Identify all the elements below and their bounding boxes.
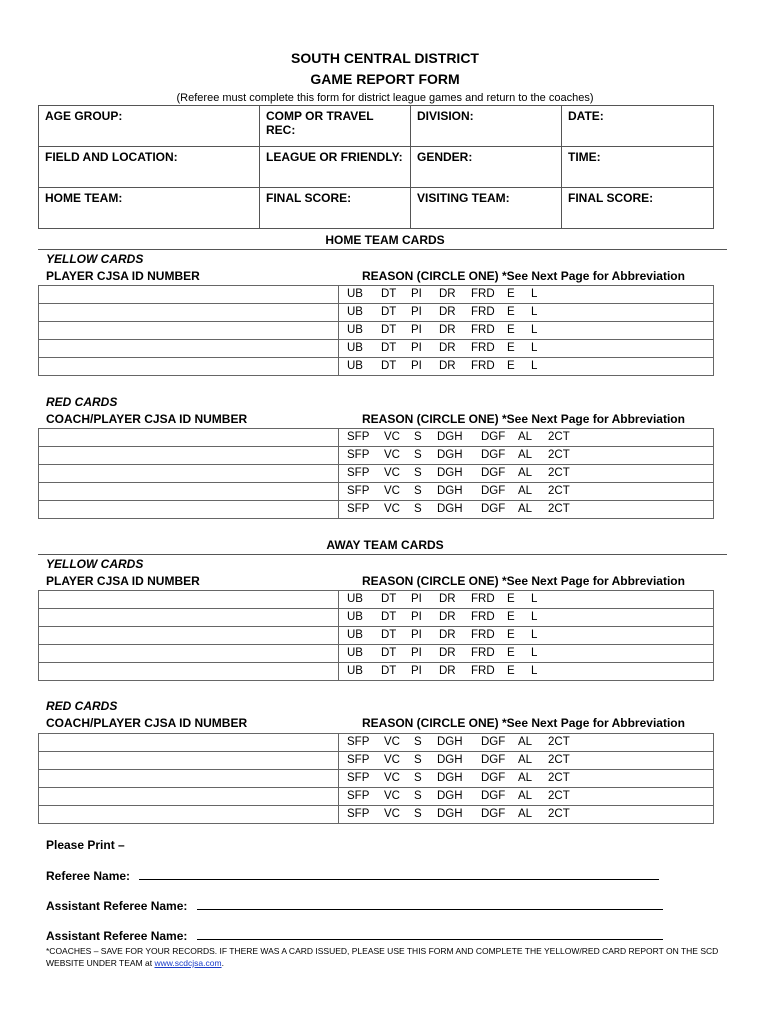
id-number-cell[interactable] [39, 770, 339, 788]
card-row [39, 806, 714, 824]
visiting-final-score-field[interactable]: FINAL SCORE: [562, 188, 714, 229]
assistant-referee-row-2 [46, 928, 663, 943]
reason-code-s[interactable]: S [414, 449, 422, 461]
reason-code-dt[interactable]: DT [381, 306, 397, 318]
reason-code-2ct[interactable]: 2CT [548, 485, 570, 497]
reason-codes-cell [339, 340, 714, 358]
reason-code-frd[interactable]: FRD [471, 342, 495, 354]
please-print-label: Please Print – [46, 838, 125, 852]
league-friendly-field[interactable]: LEAGUE OR FRIENDLY: [260, 147, 411, 188]
reason-codes-cell [339, 322, 714, 340]
reason-code-l[interactable]: L [531, 665, 538, 677]
reason-code-l[interactable]: L [531, 593, 538, 605]
away-yellow-table [38, 590, 714, 681]
card-row [39, 609, 714, 627]
reason-code-e[interactable]: E [507, 593, 515, 605]
reason-code-al[interactable]: AL [518, 449, 533, 461]
reason-code-l[interactable]: L [531, 629, 538, 641]
home-red-cards-label: RED CARDS [46, 395, 118, 409]
home-final-score-field[interactable]: FINAL SCORE: [260, 188, 411, 229]
reason-code-dt[interactable]: DT [381, 665, 397, 677]
reason-code-s[interactable]: S [414, 754, 422, 766]
card-row [39, 465, 714, 483]
id-number-cell[interactable] [39, 663, 339, 681]
home-red-id-label: COACH/PLAYER CJSA ID NUMBER [46, 412, 248, 426]
card-row [39, 591, 714, 609]
reason-code-pi[interactable]: PI [411, 306, 422, 318]
reason-code-sfp[interactable]: SFP [347, 449, 370, 461]
card-row [39, 788, 714, 806]
reason-code-al[interactable]: AL [518, 467, 533, 479]
id-number-cell[interactable] [39, 286, 339, 304]
reason-code-s[interactable]: S [414, 485, 422, 497]
reason-code-e[interactable]: E [507, 306, 515, 318]
reason-code-l[interactable]: L [531, 342, 538, 354]
id-number-cell[interactable] [39, 483, 339, 501]
reason-code-frd[interactable]: FRD [471, 647, 495, 659]
id-number-cell[interactable] [39, 465, 339, 483]
reason-codes-cell [339, 627, 714, 645]
footnote-end: . [221, 958, 224, 968]
reason-codes-cell [339, 286, 714, 304]
card-row [39, 358, 714, 376]
id-number-cell[interactable] [39, 429, 339, 447]
reason-code-dr[interactable]: DR [439, 593, 456, 605]
reason-code-pi[interactable]: PI [411, 288, 422, 300]
reason-code-sfp[interactable]: SFP [347, 772, 370, 784]
reason-code-dr[interactable]: DR [439, 324, 456, 336]
reason-code-frd[interactable]: FRD [471, 306, 495, 318]
reason-code-s[interactable]: S [414, 808, 422, 820]
reason-code-frd[interactable]: FRD [471, 665, 495, 677]
reason-code-2ct[interactable]: 2CT [548, 808, 570, 820]
home-yellow-cards-label: YELLOW CARDS [46, 252, 144, 266]
reason-code-frd[interactable]: FRD [471, 593, 495, 605]
id-number-cell[interactable] [39, 734, 339, 752]
reason-code-dgh[interactable]: DGH [437, 790, 463, 802]
card-row [39, 752, 714, 770]
id-number-cell[interactable] [39, 340, 339, 358]
reason-code-dgf[interactable]: DGF [481, 772, 506, 784]
reason-codes-cell [339, 752, 714, 770]
reason-code-sfp[interactable]: SFP [347, 736, 370, 748]
reason-codes-cell [339, 734, 714, 752]
reason-code-vc[interactable]: VC [384, 808, 400, 820]
reason-code-pi[interactable]: PI [411, 360, 422, 372]
reason-code-dr[interactable]: DR [439, 360, 456, 372]
reason-code-2ct[interactable]: 2CT [548, 754, 570, 766]
reason-codes-cell [339, 358, 714, 376]
reason-code-e[interactable]: E [507, 611, 515, 623]
section-divider [38, 249, 727, 250]
reason-code-s[interactable]: S [414, 503, 422, 515]
reason-code-dt[interactable]: DT [381, 629, 397, 641]
away-yellow-id-label: PLAYER CJSA ID NUMBER [46, 574, 200, 588]
reason-codes-cell [339, 806, 714, 824]
division-field[interactable]: DIVISION: [411, 106, 562, 147]
reason-code-dt[interactable]: DT [381, 324, 397, 336]
reason-code-s[interactable]: S [414, 772, 422, 784]
reason-code-ub[interactable]: UB [347, 288, 363, 300]
reason-code-dgf[interactable]: DGF [481, 485, 506, 497]
reason-code-dgh[interactable]: DGH [437, 485, 463, 497]
reason-code-dgf[interactable]: DGF [481, 467, 506, 479]
reason-code-dt[interactable]: DT [381, 342, 397, 354]
reason-code-frd[interactable]: FRD [471, 611, 495, 623]
away-team-cards-title: AWAY TEAM CARDS [326, 538, 444, 552]
referee-name-line[interactable] [139, 868, 659, 880]
reason-code-2ct[interactable]: 2CT [548, 790, 570, 802]
reason-codes-cell [339, 429, 714, 447]
reason-code-sfp[interactable]: SFP [347, 808, 370, 820]
id-number-cell[interactable] [39, 806, 339, 824]
section-divider [38, 554, 727, 555]
reason-code-ub[interactable]: UB [347, 306, 363, 318]
reason-codes-cell [339, 645, 714, 663]
id-number-cell[interactable] [39, 645, 339, 663]
reason-code-dt[interactable]: DT [381, 288, 397, 300]
reason-codes-cell [339, 663, 714, 681]
reason-code-pi[interactable]: PI [411, 611, 422, 623]
form-title-line1: SOUTH CENTRAL DISTRICT [291, 50, 479, 66]
card-row [39, 340, 714, 358]
website-link[interactable]: www.scdcjsa.com [154, 958, 222, 968]
reason-code-e[interactable]: E [507, 647, 515, 659]
home-team-field[interactable]: HOME TEAM: [39, 188, 260, 229]
home-yellow-table [38, 285, 714, 376]
card-row [39, 734, 714, 752]
reason-code-pi[interactable]: PI [411, 593, 422, 605]
card-row [39, 429, 714, 447]
reason-code-vc[interactable]: VC [384, 754, 400, 766]
card-row [39, 447, 714, 465]
card-row [39, 663, 714, 681]
reason-code-2ct[interactable]: 2CT [548, 449, 570, 461]
reason-code-dr[interactable]: DR [439, 342, 456, 354]
reason-code-dr[interactable]: DR [439, 629, 456, 641]
reason-code-ub[interactable]: UB [347, 324, 363, 336]
id-number-cell[interactable] [39, 627, 339, 645]
reason-code-sfp[interactable]: SFP [347, 503, 370, 515]
reason-code-dgh[interactable]: DGH [437, 808, 463, 820]
reason-code-2ct[interactable]: 2CT [548, 467, 570, 479]
id-number-cell[interactable] [39, 609, 339, 627]
reason-code-dgf[interactable]: DGF [481, 754, 506, 766]
reason-code-ub[interactable]: UB [347, 665, 363, 677]
reason-code-ub[interactable]: UB [347, 360, 363, 372]
reason-code-vc[interactable]: VC [384, 449, 400, 461]
reason-code-e[interactable]: E [507, 342, 515, 354]
away-red-id-label: COACH/PLAYER CJSA ID NUMBER [46, 716, 248, 730]
id-number-cell[interactable] [39, 752, 339, 770]
reason-code-l[interactable]: L [531, 611, 538, 623]
reason-code-dt[interactable]: DT [381, 611, 397, 623]
reason-code-vc[interactable]: VC [384, 503, 400, 515]
card-row [39, 322, 714, 340]
reason-code-dr[interactable]: DR [439, 665, 456, 677]
reason-code-dt[interactable]: DT [381, 593, 397, 605]
away-red-cards-label: RED CARDS [46, 699, 118, 713]
reason-code-dt[interactable]: DT [381, 647, 397, 659]
comp-travel-field[interactable]: COMP OR TRAVEL REC: [260, 106, 411, 147]
away-yellow-cards-label: YELLOW CARDS [46, 557, 144, 571]
id-number-cell[interactable] [39, 358, 339, 376]
reason-code-l[interactable]: L [531, 324, 538, 336]
reason-code-2ct[interactable]: 2CT [548, 431, 570, 443]
reason-code-dt[interactable]: DT [381, 360, 397, 372]
assistant-referee-row-1 [46, 898, 663, 913]
reason-code-frd[interactable]: FRD [471, 288, 495, 300]
reason-code-dr[interactable]: DR [439, 306, 456, 318]
reason-code-frd[interactable]: FRD [471, 324, 495, 336]
away-red-reason-label: REASON (CIRCLE ONE) *See Next Page for Abbreviation [362, 716, 685, 730]
reason-code-pi[interactable]: PI [411, 629, 422, 641]
reason-code-dr[interactable]: DR [439, 647, 456, 659]
assistant-referee-label-1: Assistant Referee Name: [46, 899, 188, 913]
footnote [46, 945, 726, 969]
reason-code-s[interactable]: S [414, 467, 422, 479]
footnote-text: *COACHES – SAVE FOR YOUR RECORDS. IF THERE WAS A CARD ISSUED, PLEASE USE THIS FORM AND COMPLETE THE YELLOW/RED CARD REPORT ON THE SCD WEBSITE UNDER TEAM at [46, 946, 719, 968]
reason-code-dr[interactable]: DR [439, 611, 456, 623]
id-number-cell[interactable] [39, 788, 339, 806]
reason-code-dr[interactable]: DR [439, 288, 456, 300]
reason-code-l[interactable]: L [531, 647, 538, 659]
assistant-referee-line-1[interactable] [197, 898, 663, 910]
reason-code-sfp[interactable]: SFP [347, 485, 370, 497]
reason-code-frd[interactable]: FRD [471, 629, 495, 641]
reason-code-al[interactable]: AL [518, 736, 533, 748]
card-row [39, 483, 714, 501]
away-yellow-reason-label: REASON (CIRCLE ONE) *See Next Page for Abbreviation [362, 574, 685, 588]
reason-codes-cell [339, 465, 714, 483]
reason-code-2ct[interactable]: 2CT [548, 503, 570, 515]
reason-code-pi[interactable]: PI [411, 324, 422, 336]
gender-field[interactable]: GENDER: [411, 147, 562, 188]
reason-code-sfp[interactable]: SFP [347, 790, 370, 802]
reason-code-dgh[interactable]: DGH [437, 467, 463, 479]
reason-code-dgh[interactable]: DGH [437, 754, 463, 766]
card-row [39, 627, 714, 645]
date-field[interactable]: DATE: [562, 106, 714, 147]
reason-code-sfp[interactable]: SFP [347, 467, 370, 479]
reason-code-ub[interactable]: UB [347, 611, 363, 623]
card-row [39, 286, 714, 304]
home-team-cards-title: HOME TEAM CARDS [325, 233, 445, 247]
referee-name-label: Referee Name: [46, 869, 131, 883]
reason-code-2ct[interactable]: 2CT [548, 772, 570, 784]
reason-code-frd[interactable]: FRD [471, 360, 495, 372]
reason-code-ub[interactable]: UB [347, 593, 363, 605]
home-yellow-id-label: PLAYER CJSA ID NUMBER [46, 269, 200, 283]
visiting-team-field[interactable]: VISITING TEAM: [411, 188, 562, 229]
reason-code-e[interactable]: E [507, 629, 515, 641]
reason-code-dgh[interactable]: DGH [437, 431, 463, 443]
id-number-cell[interactable] [39, 304, 339, 322]
form-title-line2: GAME REPORT FORM [310, 71, 460, 87]
reason-code-vc[interactable]: VC [384, 736, 400, 748]
reason-code-al[interactable]: AL [518, 772, 533, 784]
home-yellow-reason-label: REASON (CIRCLE ONE) *See Next Page for Abbreviation [362, 269, 685, 283]
reason-code-l[interactable]: L [531, 288, 538, 300]
reason-code-vc[interactable]: VC [384, 772, 400, 784]
game-info-table [38, 105, 714, 229]
reason-code-dgh[interactable]: DGH [437, 736, 463, 748]
card-row [39, 501, 714, 519]
reason-code-al[interactable]: AL [518, 503, 533, 515]
reason-code-s[interactable]: S [414, 790, 422, 802]
id-number-cell[interactable] [39, 322, 339, 340]
reason-code-dgh[interactable]: DGH [437, 503, 463, 515]
card-row [39, 770, 714, 788]
reason-code-dgf[interactable]: DGF [481, 431, 506, 443]
id-number-cell[interactable] [39, 447, 339, 465]
reason-code-e[interactable]: E [507, 324, 515, 336]
reason-code-dgf[interactable]: DGF [481, 808, 506, 820]
reason-code-sfp[interactable]: SFP [347, 431, 370, 443]
reason-code-e[interactable]: E [507, 288, 515, 300]
reason-code-l[interactable]: L [531, 360, 538, 372]
reason-codes-cell [339, 788, 714, 806]
reason-code-al[interactable]: AL [518, 808, 533, 820]
field-location-field[interactable]: FIELD AND LOCATION: [39, 147, 260, 188]
reason-code-al[interactable]: AL [518, 790, 533, 802]
reason-codes-cell [339, 609, 714, 627]
reason-code-vc[interactable]: VC [384, 431, 400, 443]
reason-code-dgf[interactable]: DGF [481, 736, 506, 748]
card-row [39, 304, 714, 322]
reason-code-l[interactable]: L [531, 306, 538, 318]
reason-code-s[interactable]: S [414, 736, 422, 748]
card-row [39, 645, 714, 663]
reason-codes-cell [339, 483, 714, 501]
reason-codes-cell [339, 770, 714, 788]
home-red-reason-label: REASON (CIRCLE ONE) *See Next Page for Abbreviation [362, 412, 685, 426]
reason-code-vc[interactable]: VC [384, 467, 400, 479]
time-field[interactable]: TIME: [562, 147, 714, 188]
reason-code-vc[interactable]: VC [384, 485, 400, 497]
reason-code-dgf[interactable]: DGF [481, 449, 506, 461]
reason-code-ub[interactable]: UB [347, 647, 363, 659]
reason-code-dgf[interactable]: DGF [481, 503, 506, 515]
reason-code-ub[interactable]: UB [347, 342, 363, 354]
reason-codes-cell [339, 304, 714, 322]
reason-code-al[interactable]: AL [518, 485, 533, 497]
reason-code-vc[interactable]: VC [384, 790, 400, 802]
reason-codes-cell [339, 501, 714, 519]
reason-code-ub[interactable]: UB [347, 629, 363, 641]
reason-codes-cell [339, 591, 714, 609]
reason-code-e[interactable]: E [507, 360, 515, 372]
referee-name-row [46, 868, 659, 883]
reason-code-pi[interactable]: PI [411, 665, 422, 677]
reason-code-pi[interactable]: PI [411, 342, 422, 354]
reason-code-pi[interactable]: PI [411, 647, 422, 659]
reason-code-sfp[interactable]: SFP [347, 754, 370, 766]
home-red-table [38, 428, 714, 519]
reason-codes-cell [339, 447, 714, 465]
reason-code-dgh[interactable]: DGH [437, 772, 463, 784]
reason-code-al[interactable]: AL [518, 754, 533, 766]
reason-code-e[interactable]: E [507, 665, 515, 677]
away-red-table [38, 733, 714, 824]
instructions-note: (Referee must complete this form for district league games and return to the coaches) [176, 92, 594, 104]
reason-code-s[interactable]: S [414, 431, 422, 443]
reason-code-dgh[interactable]: DGH [437, 449, 463, 461]
id-number-cell[interactable] [39, 501, 339, 519]
assistant-referee-line-2[interactable] [197, 928, 663, 940]
assistant-referee-label-2: Assistant Referee Name: [46, 929, 188, 943]
reason-code-al[interactable]: AL [518, 431, 533, 443]
reason-code-2ct[interactable]: 2CT [548, 736, 570, 748]
age-group-field[interactable]: AGE GROUP: [39, 106, 260, 147]
reason-code-dgf[interactable]: DGF [481, 790, 506, 802]
id-number-cell[interactable] [39, 591, 339, 609]
